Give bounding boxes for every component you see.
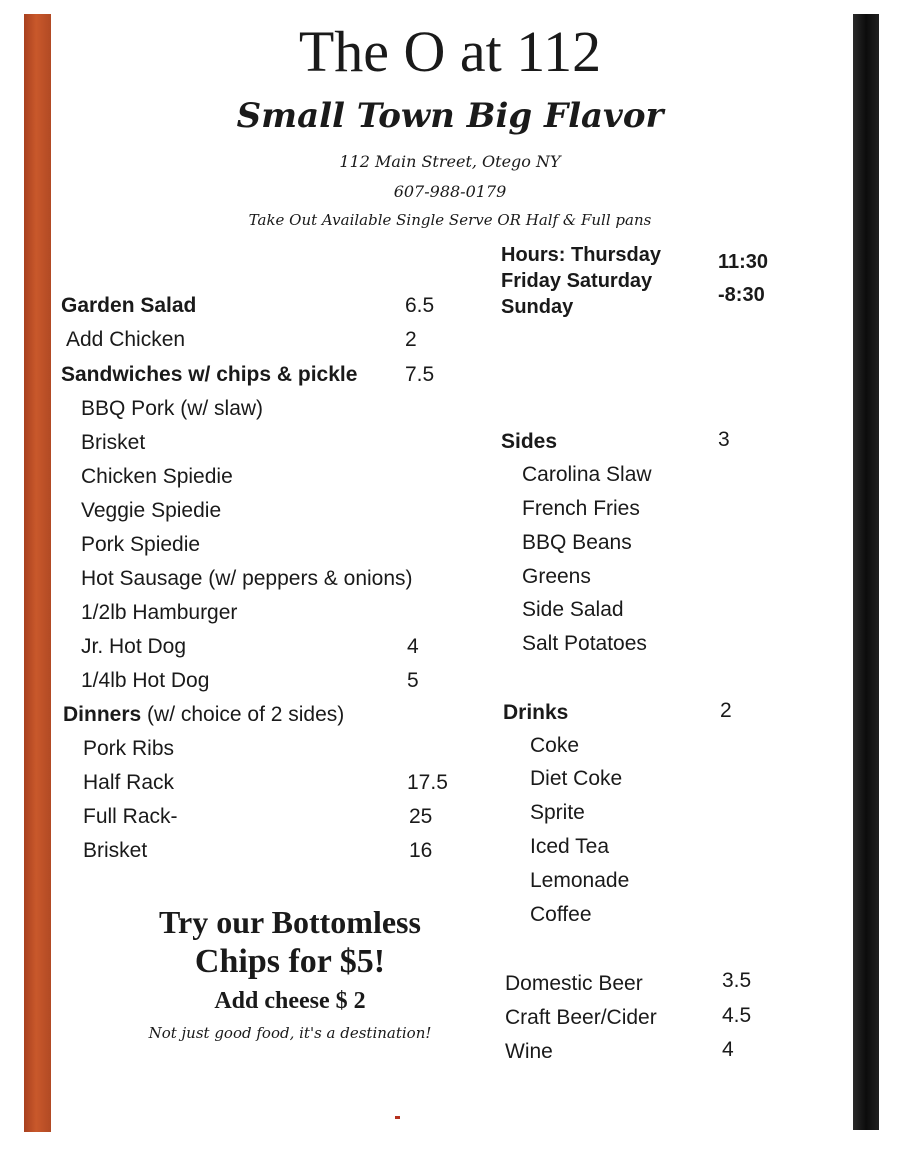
alcohol-item: Wine (505, 1040, 553, 1063)
drink-item: Coffee (530, 903, 592, 926)
decorative-dot (395, 1116, 400, 1119)
address: 112 Main Street, Otego NY (339, 152, 561, 171)
drink-item: Sprite (530, 801, 585, 824)
drink-item: Lemonade (530, 869, 630, 892)
drink-item: Iced Tea (530, 835, 610, 858)
side-item: Carolina Slaw (522, 463, 652, 486)
menu-item: Pork Spiedie (81, 533, 201, 556)
tagline: Small Town Big Flavor (236, 96, 664, 136)
menu-item: Pork Ribs (83, 737, 175, 760)
menu-item-price: 17.5 (407, 771, 448, 794)
hours-days-line2: Friday Saturday (501, 270, 653, 292)
sandwiches-price: 7.5 (405, 363, 435, 386)
menu-item-price: 5 (407, 669, 419, 692)
menu-item: Jr. Hot Dog (81, 635, 187, 658)
hours-time-close: -8:30 (718, 284, 765, 306)
menu-item: 1/2lb Hamburger (81, 601, 238, 624)
hours-days-line3: Sunday (501, 296, 574, 318)
alcohol-price: 4 (722, 1038, 734, 1061)
dinners-label: Dinners (63, 703, 142, 726)
drinks-heading: Drinks (503, 701, 569, 724)
alcohol-item: Domestic Beer (505, 972, 643, 995)
promo-line2: Chips for $5! (194, 943, 386, 980)
restaurant-title: The O at 112 (298, 19, 602, 84)
menu-item: Veggie Spiedie (81, 499, 222, 522)
side-item: Side Salad (522, 598, 624, 621)
menu-item: BBQ Pork (w/ slaw) (81, 397, 264, 420)
hours-days (501, 242, 661, 320)
side-item: Salt Potatoes (522, 632, 647, 655)
hours-time-open: 11:30 (718, 251, 769, 273)
garden-salad-price: 6.5 (405, 294, 435, 317)
menu-item-price: 4 (407, 635, 419, 658)
side-item: BBQ Beans (522, 531, 632, 554)
dinners-heading (63, 703, 344, 727)
drink-item: Diet Coke (530, 767, 623, 790)
menu-item: Half Rack (83, 771, 175, 794)
menu-item-price: 16 (409, 839, 433, 862)
menu-item: 1/4lb Hot Dog (81, 669, 210, 692)
sandwiches-heading: Sandwiches w/ chips & pickle (61, 363, 358, 386)
sides-heading: Sides (501, 430, 558, 453)
add-chicken-label: Add Chicken (66, 328, 186, 351)
menu-item: Hot Sausage (w/ peppers & onions) (81, 567, 413, 590)
dinners-note: (w/ choice of 2 sides) (147, 703, 345, 726)
menu-item-price: 25 (409, 805, 433, 828)
phone-number: 607-988-0179 (393, 182, 507, 201)
menu-item: Full Rack- (83, 805, 178, 828)
promo-add-cheese: Add cheese $ 2 (214, 988, 366, 1014)
side-item: Greens (522, 565, 591, 588)
sides-price: 3 (718, 428, 730, 451)
alcohol-price: 4.5 (722, 1004, 752, 1027)
add-chicken-price: 2 (405, 328, 417, 351)
menu-item: Chicken Spiedie (81, 465, 233, 488)
drink-item: Coke (530, 734, 580, 757)
slogan: Not just good food, it's a destination! (148, 1024, 432, 1042)
garden-salad-label: Garden Salad (61, 294, 197, 317)
drinks-price: 2 (720, 699, 732, 722)
alcohol-price: 3.5 (722, 969, 752, 992)
takeout-note: Take Out Available Single Serve OR Half & Full pans (248, 211, 652, 229)
hours-days-line1: Hours: Thursday (501, 244, 662, 266)
menu-item: Brisket (81, 431, 146, 454)
promo-line1: Try our Bottomless (159, 904, 421, 940)
menu-item: Brisket (83, 839, 148, 862)
alcohol-item: Craft Beer/Cider (505, 1006, 657, 1029)
side-item: French Fries (522, 497, 640, 520)
